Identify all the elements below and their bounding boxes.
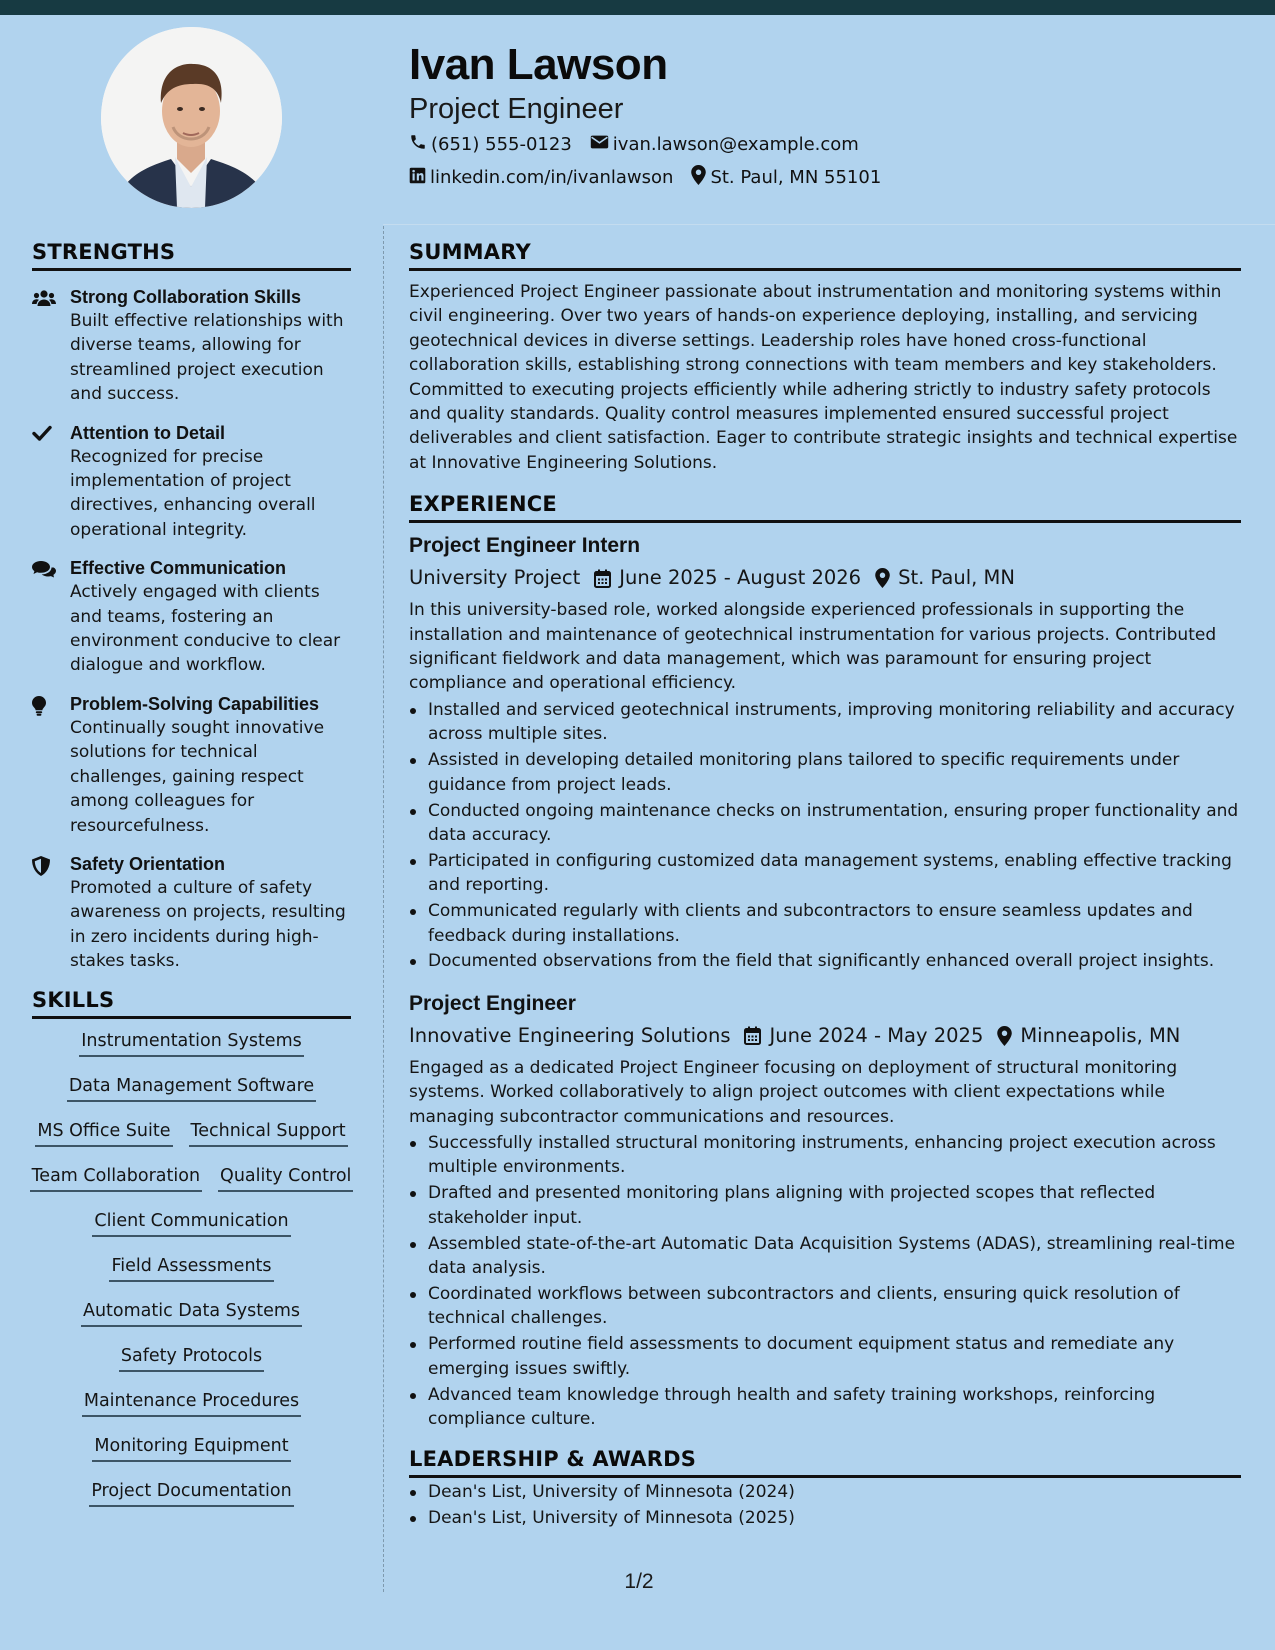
skill-tag: Safety Protocols bbox=[119, 1344, 264, 1372]
location-text: St. Paul, MN 55101 bbox=[710, 167, 882, 188]
calendar-icon bbox=[594, 569, 611, 588]
award-item: Dean's List, University of Minnesota (2024) bbox=[409, 1480, 1241, 1504]
job-entry bbox=[409, 990, 1241, 1432]
bullet-item: Communicated regularly with clients and subcontractors to ensure seamless updates and feedback during installations. bbox=[409, 899, 1241, 948]
skill-tag: Maintenance Procedures bbox=[82, 1389, 301, 1417]
bullet-item: Assembled state-of-the-art Automatic Data Acquisition Systems (ADAS), streamlining real-time data analysis. bbox=[409, 1232, 1241, 1281]
bullet-item: Documented observations from the field that significantly enhanced overall project insights. bbox=[409, 949, 1241, 973]
strength-title: Safety Orientation bbox=[70, 853, 226, 874]
job-location-text: St. Paul, MN bbox=[898, 566, 1015, 590]
job-meta bbox=[409, 564, 1241, 592]
contact-location bbox=[691, 165, 881, 190]
bullet-item: Drafted and presented monitoring plans aligning with projected scopes that reflected stakeholder input. bbox=[409, 1181, 1241, 1230]
candidate-title: Project Engineer bbox=[409, 93, 624, 125]
job-title: Project Engineer Intern bbox=[409, 534, 641, 558]
users-icon bbox=[32, 285, 70, 407]
bullet-item: Assisted in developing detailed monitoring plans tailored to specific requirements under guidance from project leads. bbox=[409, 748, 1241, 797]
skill-tag: Team Collaboration bbox=[30, 1164, 202, 1192]
skill-tag: Project Documentation bbox=[89, 1479, 293, 1507]
bullet-item: Conducted ongoing maintenance checks on instrumentation, ensuring proper functionality and data accuracy. bbox=[409, 799, 1241, 848]
job-meta bbox=[409, 1022, 1241, 1050]
bullet-item: Coordinated workflows between subcontractors and clients, ensuring quick resolution of technical challenges. bbox=[409, 1282, 1241, 1331]
skill-tag: Data Management Software bbox=[67, 1074, 316, 1102]
bullet-item: Participated in configuring customized data management systems, enabling effective tracking and reporting. bbox=[409, 849, 1241, 898]
strength-desc: Recognized for precise implementation of project directives, enhancing overall operational integrity. bbox=[70, 446, 316, 540]
contact-phone bbox=[409, 133, 572, 156]
strength-desc: Built effective relationships with diverse teams, allowing for streamlined project execution and success. bbox=[70, 311, 344, 405]
right-column bbox=[409, 240, 1241, 1532]
skill-tag: Automatic Data Systems bbox=[81, 1299, 302, 1327]
strength-item bbox=[32, 421, 351, 543]
strength-desc: Promoted a culture of safety awareness on projects, resulting in zero incidents during high-stakes tasks. bbox=[70, 877, 346, 972]
envelope-icon bbox=[590, 134, 613, 155]
strengths-heading: STRENGTHS bbox=[32, 240, 351, 271]
experience-heading: EXPERIENCE bbox=[409, 492, 1241, 523]
job-entry bbox=[409, 532, 1241, 974]
candidate-name: Ivan Lawson bbox=[409, 40, 668, 89]
job-bullets bbox=[409, 698, 1241, 974]
strength-item bbox=[32, 556, 351, 678]
linkedin-text[interactable]: linkedin.com/in/ivanlawson bbox=[430, 167, 674, 188]
strength-title: Problem-Solving Capabilities bbox=[70, 693, 320, 714]
skill-tag: MS Office Suite bbox=[35, 1119, 172, 1147]
award-item: Dean's List, University of Minnesota (2025) bbox=[409, 1506, 1241, 1530]
page-number: 1/2 bbox=[624, 1570, 654, 1593]
contact-linkedin[interactable] bbox=[409, 167, 673, 189]
skill-tag: Instrumentation Systems bbox=[79, 1029, 303, 1057]
awards-list bbox=[409, 1480, 1241, 1530]
strength-desc: Continually sought innovative solutions for technical challenges, gaining respect among colleagues for resourcefulness. bbox=[70, 717, 325, 836]
comments-icon bbox=[32, 556, 70, 678]
skill-tag: Quality Control bbox=[218, 1164, 353, 1192]
strength-title: Strong Collaboration Skills bbox=[70, 287, 302, 307]
job-company: Innovative Engineering Solutions bbox=[409, 1023, 731, 1047]
calendar-icon bbox=[744, 1026, 761, 1045]
summary-text: Experienced Project Engineer passionate about instrumentation and monitoring systems within civil engineering. Over two years of hands-on experience deploying, installing, and servicing geotechnical devices in diverse settings. Leadership roles have honed cross-functional collaboration skills, establishing strong connections with team members and key stakeholders. Committed to executing projects efficiently while adhering strictly to industry safety protocols and quality standards. Quality control measures implemented ensured successful project deliverables and client satisfaction. Eager to contribute strategic insights and technical expertise at Innovative Engineering Solutions. bbox=[409, 282, 1238, 473]
shield-icon bbox=[32, 852, 70, 974]
phone-text: (651) 555-0123 bbox=[431, 134, 572, 155]
linkedin-icon bbox=[409, 167, 430, 189]
top-bar bbox=[0, 0, 1275, 15]
job-bullets bbox=[409, 1131, 1241, 1431]
job-dates-text: June 2024 - May 2025 bbox=[769, 1023, 984, 1047]
skills-list bbox=[32, 1029, 351, 1524]
strength-item bbox=[32, 692, 351, 838]
contact-email[interactable] bbox=[590, 134, 859, 155]
job-location-text: Minneapolis, MN bbox=[1020, 1023, 1181, 1047]
check-icon bbox=[32, 421, 70, 543]
header-rule bbox=[383, 224, 1275, 225]
bullet-item: Performed routine field assessments to document equipment status and remediate any emerging issues swiftly. bbox=[409, 1332, 1241, 1381]
lightbulb-icon bbox=[32, 692, 70, 838]
skills-heading: SKILLS bbox=[32, 988, 351, 1019]
job-location bbox=[997, 1022, 1180, 1050]
strength-desc: Actively engaged with clients and teams, fostering an environment conducive to clear dialogue and workflow. bbox=[70, 582, 341, 676]
strength-title: Attention to Detail bbox=[70, 422, 225, 443]
bullet-item: Successfully installed structural monitoring instruments, enhancing project execution across multiple environments. bbox=[409, 1131, 1241, 1180]
summary-heading: SUMMARY bbox=[409, 240, 1241, 271]
map-pin-icon bbox=[997, 1026, 1012, 1046]
bullet-item: Advanced team knowledge through health and safety training workshops, reinforcing compliance culture. bbox=[409, 1383, 1241, 1432]
job-description: Engaged as a dedicated Project Engineer focusing on deployment of structural monitoring systems. Worked collaboratively to align project outcomes with client expectations while managing subcontractor communications and resources. bbox=[409, 1057, 1178, 1127]
job-title: Project Engineer bbox=[409, 991, 576, 1015]
awards-heading: LEADERSHIP & AWARDS bbox=[409, 1447, 1241, 1478]
job-location bbox=[875, 564, 1015, 592]
strength-item bbox=[32, 285, 351, 407]
map-pin-icon bbox=[691, 165, 710, 190]
skill-tag: Field Assessments bbox=[109, 1254, 273, 1282]
job-dates bbox=[744, 1022, 983, 1050]
job-description: In this university-based role, worked alongside experienced professionals in supporting the installation and maintenance of geotechnical instrumentation for various projects. Contributed significant fieldwork and data management, which was paramount for ensuring project compliance and operational efficiency. bbox=[409, 600, 1217, 694]
profile-photo bbox=[101, 27, 282, 208]
phone-icon bbox=[409, 133, 431, 156]
map-pin-icon bbox=[875, 568, 890, 588]
left-column bbox=[32, 240, 351, 1524]
contact-row-1 bbox=[409, 133, 877, 156]
job-company: University Project bbox=[409, 566, 581, 590]
strengths-list bbox=[32, 285, 351, 974]
job-dates-text: June 2025 - August 2026 bbox=[619, 566, 862, 590]
skill-tag: Monitoring Equipment bbox=[92, 1434, 290, 1462]
job-dates bbox=[594, 564, 861, 592]
strength-item bbox=[32, 852, 351, 974]
bullet-item: Installed and serviced geotechnical instruments, improving monitoring reliability and accuracy across multiple sites. bbox=[409, 698, 1241, 747]
column-divider bbox=[383, 226, 384, 1592]
contact-row-2 bbox=[409, 165, 899, 190]
email-text[interactable]: ivan.lawson@example.com bbox=[612, 134, 859, 155]
strength-title: Effective Communication bbox=[70, 558, 287, 579]
skill-tag: Technical Support bbox=[189, 1119, 348, 1147]
skill-tag: Client Communication bbox=[92, 1209, 290, 1237]
